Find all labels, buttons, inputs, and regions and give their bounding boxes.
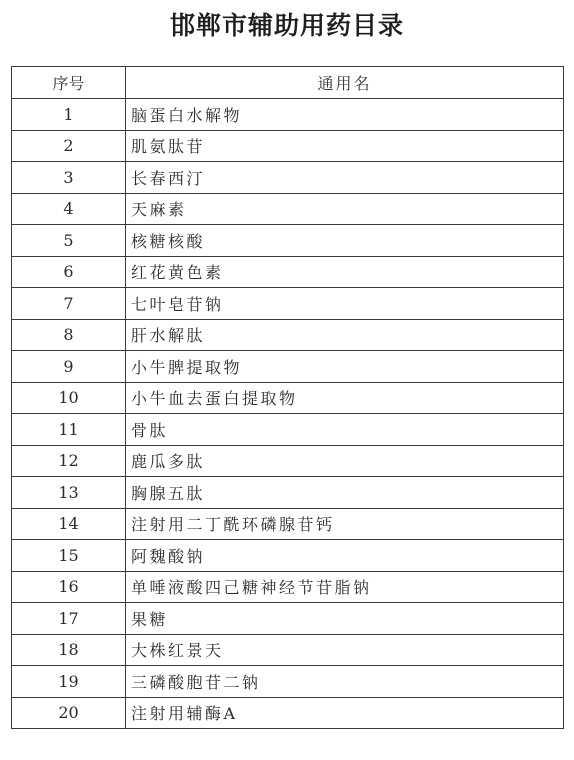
- row-serial-number: 12: [12, 445, 126, 477]
- row-generic-name: 肝水解肽: [126, 319, 564, 351]
- row-serial-number: 7: [12, 288, 126, 320]
- row-serial-number: 20: [12, 697, 126, 729]
- row-serial-number: 6: [12, 256, 126, 288]
- row-generic-name: 红花黄色素: [126, 256, 564, 288]
- row-serial-number: 5: [12, 225, 126, 257]
- table-row: [12, 130, 564, 162]
- row-generic-name: 胸腺五肽: [126, 477, 564, 509]
- drug-list-table: [11, 66, 564, 729]
- table-body: [12, 99, 564, 729]
- row-generic-name: 天麻素: [126, 193, 564, 225]
- table-row: [12, 351, 564, 383]
- row-generic-name: 七叶皂苷钠: [126, 288, 564, 320]
- row-generic-name: 小牛血去蛋白提取物: [126, 382, 564, 414]
- table-row: [12, 634, 564, 666]
- table-row: [12, 382, 564, 414]
- row-generic-name: 阿魏酸钠: [126, 540, 564, 572]
- table-row: [12, 540, 564, 572]
- row-serial-number: 16: [12, 571, 126, 603]
- row-serial-number: 17: [12, 603, 126, 635]
- row-serial-number: 18: [12, 634, 126, 666]
- header-generic-name: 通用名: [126, 67, 564, 99]
- table-row: [12, 603, 564, 635]
- row-generic-name: 骨肽: [126, 414, 564, 446]
- table-row: [12, 288, 564, 320]
- table-row: [12, 477, 564, 509]
- table-row: [12, 256, 564, 288]
- row-serial-number: 13: [12, 477, 126, 509]
- row-generic-name: 核糖核酸: [126, 225, 564, 257]
- table-header-row: [12, 67, 564, 99]
- table-row: [12, 445, 564, 477]
- row-serial-number: 1: [12, 99, 126, 131]
- table-row: [12, 193, 564, 225]
- row-generic-name: 单唾液酸四己糖神经节苷脂钠: [126, 571, 564, 603]
- row-serial-number: 15: [12, 540, 126, 572]
- row-serial-number: 11: [12, 414, 126, 446]
- row-generic-name: 注射用二丁酰环磷腺苷钙: [126, 508, 564, 540]
- row-serial-number: 14: [12, 508, 126, 540]
- document-title: 邯郸市辅助用药目录: [169, 11, 404, 40]
- table-row: [12, 99, 564, 131]
- row-generic-name: 肌氨肽苷: [126, 130, 564, 162]
- table-row: [12, 414, 564, 446]
- row-serial-number: 10: [12, 382, 126, 414]
- row-serial-number: 2: [12, 130, 126, 162]
- row-generic-name: 长春西汀: [126, 162, 564, 194]
- row-generic-name: 大株红景天: [126, 634, 564, 666]
- table-row: [12, 508, 564, 540]
- row-serial-number: 9: [12, 351, 126, 383]
- row-generic-name: 果糖: [126, 603, 564, 635]
- table-row: [12, 319, 564, 351]
- table-row: [12, 666, 564, 698]
- row-generic-name: 小牛脾提取物: [126, 351, 564, 383]
- row-serial-number: 8: [12, 319, 126, 351]
- row-generic-name: 脑蛋白水解物: [126, 99, 564, 131]
- table-row: [12, 162, 564, 194]
- row-generic-name: 三磷酸胞苷二钠: [126, 666, 564, 698]
- header-serial-number: 序号: [12, 67, 126, 99]
- row-serial-number: 19: [12, 666, 126, 698]
- row-serial-number: 3: [12, 162, 126, 194]
- table-row: [12, 571, 564, 603]
- row-generic-name: 注射用辅酶A: [126, 697, 564, 729]
- row-generic-name: 鹿瓜多肽: [126, 445, 564, 477]
- table-row: [12, 697, 564, 729]
- row-serial-number: 4: [12, 193, 126, 225]
- table-row: [12, 225, 564, 257]
